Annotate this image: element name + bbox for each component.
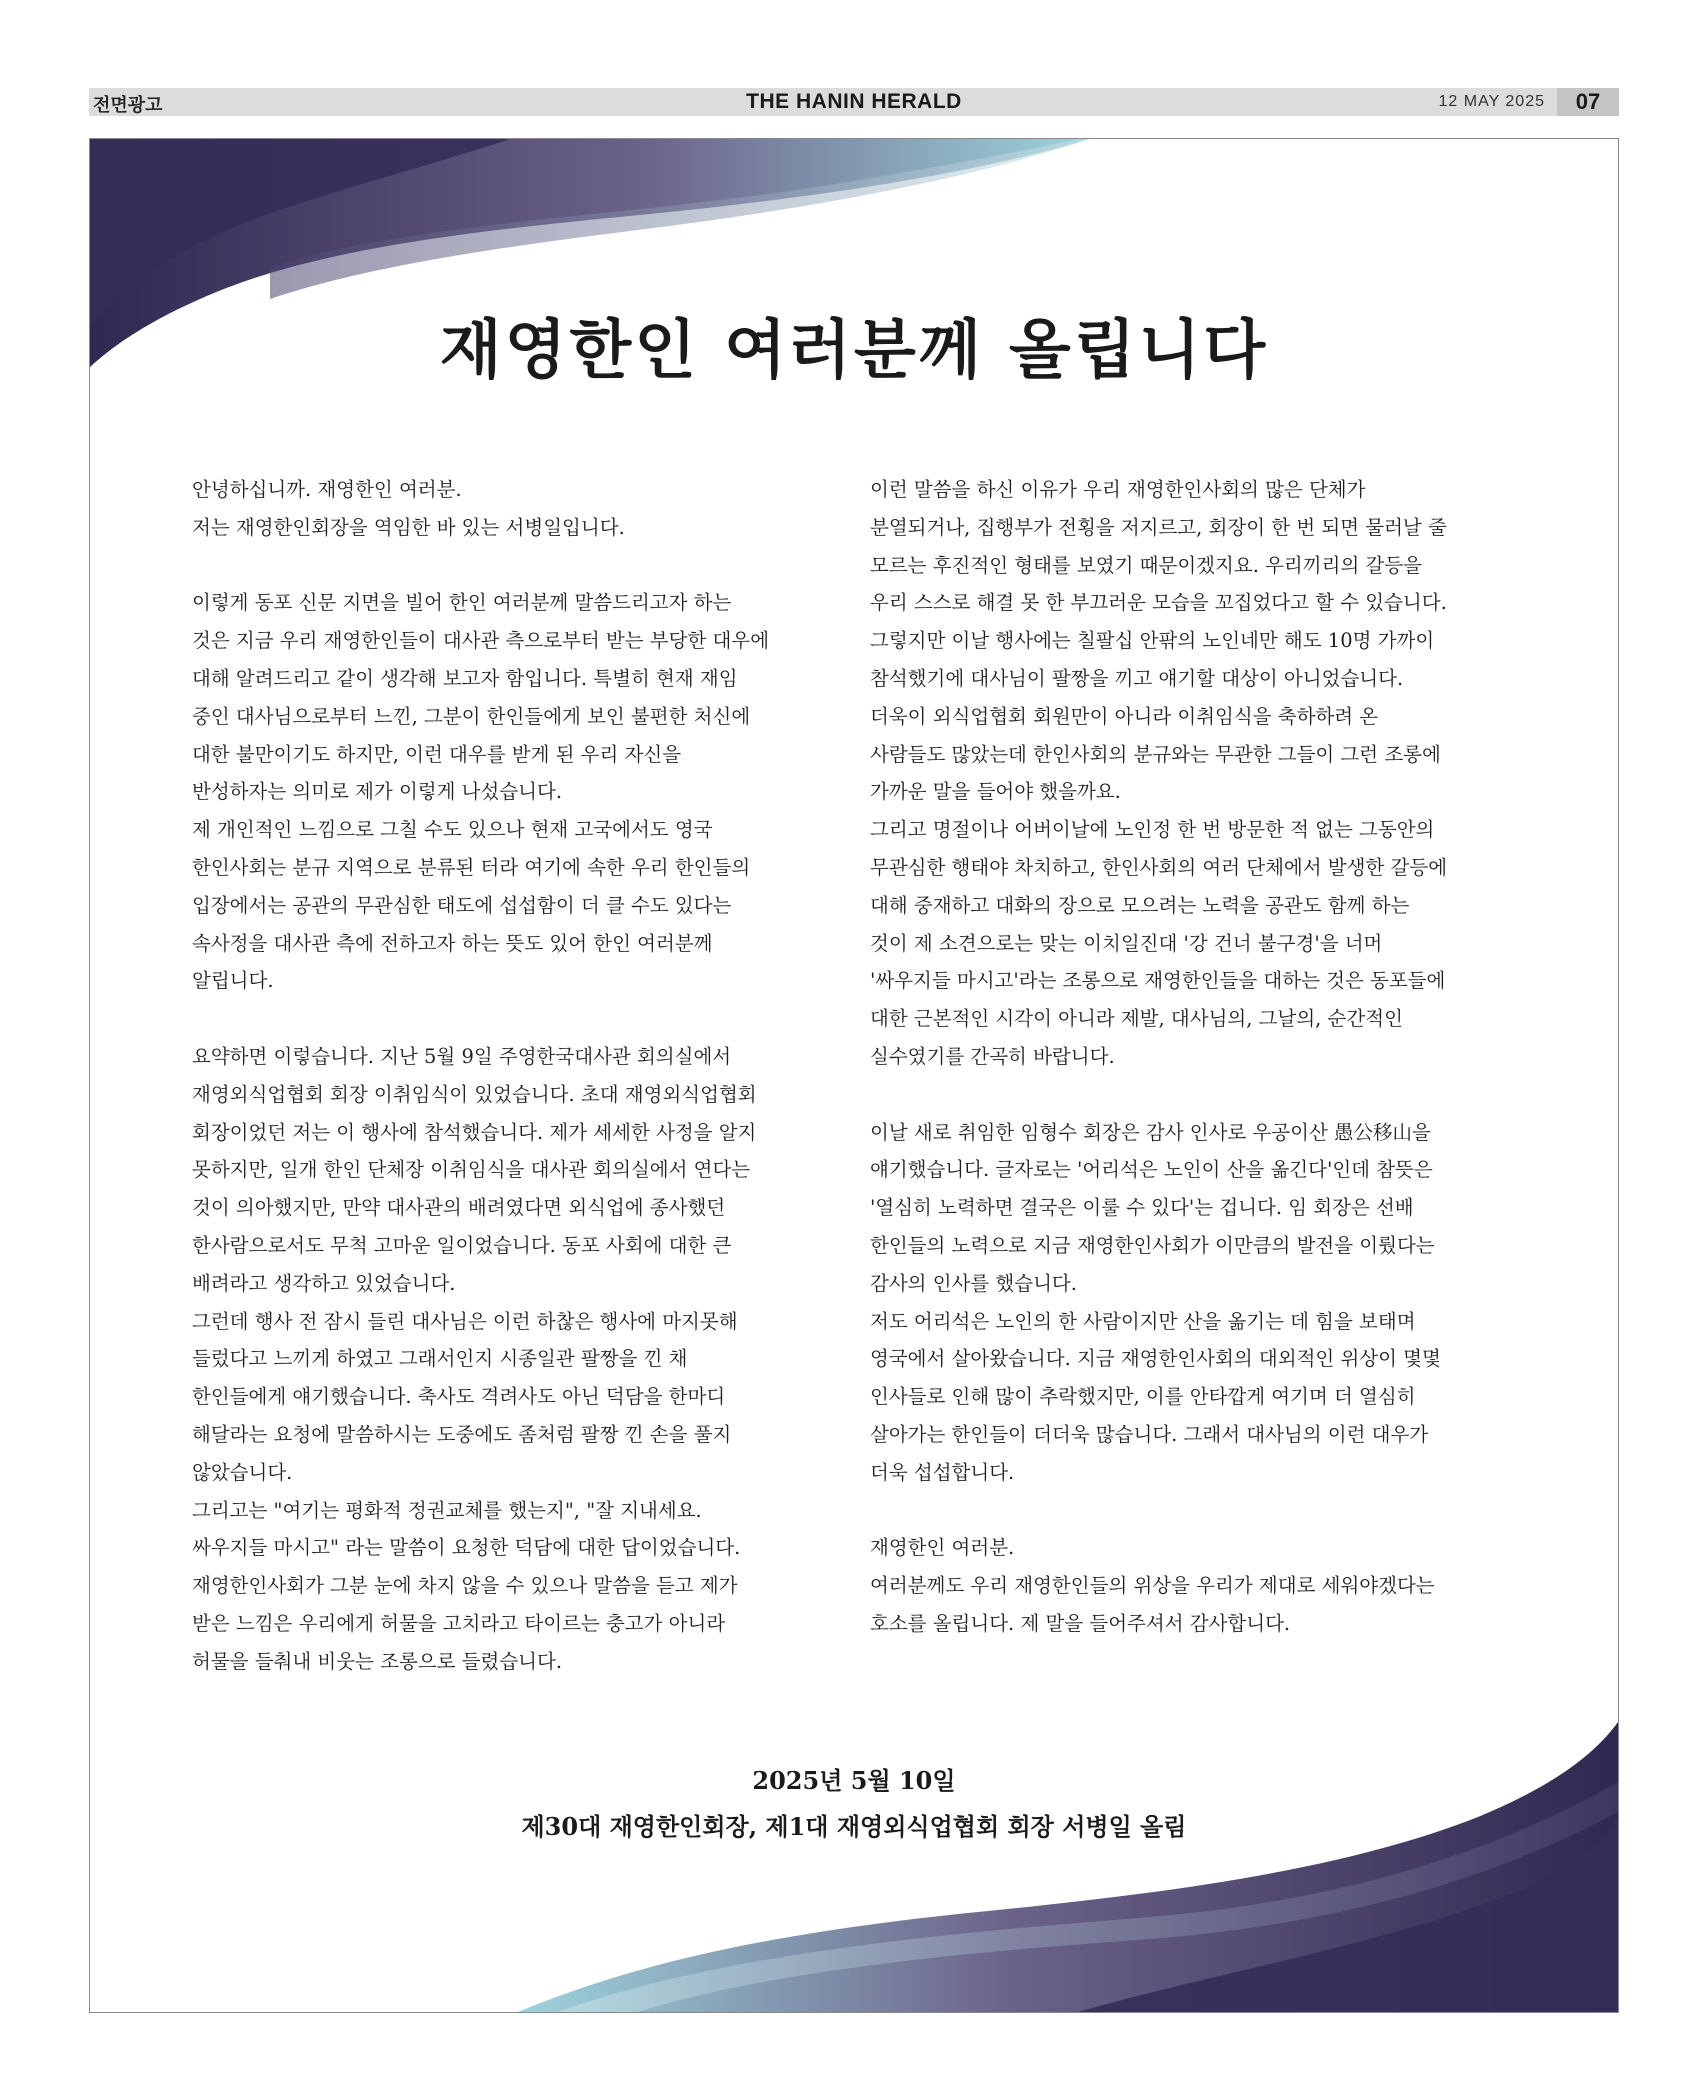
publication-name: THE HANIN HERALD [746, 90, 962, 113]
signature-date: 2025년 5월 10일 [752, 1766, 956, 1795]
section-label: 전면광고 [93, 95, 163, 116]
paragraph: 재영한인 여러분. 여러분께도 우리 재영한인들의 위상을 우리가 제대로 세워야겠다는 호소를 올립니다. 제 말을 들어주셔서 감사합니다. [870, 1536, 1435, 1635]
paragraph: 이날 새로 취임한 임형수 회장은 감사 인사로 우공이산 愚公移山을 얘기했습니다. 글자로는 '어리석은 노인이 산을 옮긴다'인데 참뜻은 '열심히 노력하면 결국은 이룰 수 있다'는 겁니다. 임 회장은 선배 한인들의 노력으로 지금 재영한인사회가 이만큼의 발전을 이뤘다는 감사의 인사를 했습니다. 저도 어리석은 노인의 한 사람이지만 산을 옮기는 데 힘을 보태며 영국에서 살아왔습니다. 지금 재영한인사회의 대외적인 위상이 몇몇 인사들로 인해 많이 추락했지만, 이를 안타깝게 여기며 더 열심히 살아가는 한인들이 더더욱 많습니다. 그래서 대사님의 이런 대우가 더욱 섭섭합니다. [870, 1120, 1441, 1484]
paragraph: 요약하면 이렇습니다. 지난 5월 9일 주영한국대사관 회의실에서 재영외식업협회 회장 이취임식이 있었습니다. 초대 재영외식업협회 회장이었던 저는 이 행사에 참석했습니다. 제가 세세한 사정을 알지 못하지만, 일개 한인 단체장 이취임식을 대사관 회의실에서 연다는 것이 의아했지만, 만약 대사관의 배려였다면 외식업에 종사했던 한사람으로서도 무척 고마운 일이었습니다. 동포 사회에 대한 큰 배려라고 생각하고 있었습니다. 그런데 행사 전 잠시 들린 대사님은 이런 하찮은 행사에 마지못해 들렀다고 느끼게 하였고 그래서인지 시종일관 팔짱을 낀 채 한인들에게 얘기했습니다. 축사도 격려사도 아닌 덕담을 한마디 해달라는 요청에 말씀하시는 도중에도 좀처럼 팔짱 낀 손을 풀지 않았습니다. 그리고는 "여기는 평화적 정권교체를 했는지", "잘 지내세요. 싸우지들 마시고" 라는 말씀이 요청한 덕담에 대한 답이었습니다. 재영한인사회가 그분 눈에 차지 않을 수 있으나 말씀을 듣고 제가 받은 느낌은 우리에게 허물을 고치라고 타이르는 충고가 아니라 허물을 들춰내 비웃는 조롱으로 들렸습니다. [192, 1044, 757, 1673]
paragraph: 안녕하십니까. 재영한인 여러분. 저는 재영한인회장을 역임한 바 있는 서병일입니다. [192, 478, 625, 539]
paragraph: 이렇게 동포 신문 지면을 빌어 한인 여러분께 말씀드리고자 하는 것은 지금 우리 재영한인들이 대사관 측으로부터 받는 부당한 대우에 대해 알려드리고 같이 생각해 보고자 함입니다. 특별히 현재 재임 중인 대사님으로부터 느낀, 그분이 한인들에게 보인 불편한 처신에 대한 불만이기도 하지만, 이런 대우를 받게 된 우리 자신을 반성하자는 의미로 제가 이렇게 나섰습니다. 제 개인적인 느낌으로 그칠 수도 있으나 현재 고국에서도 영국 한인사회는 분규 지역으로 분류된 터라 여기에 속한 우리 한인들의 입장에서는 공관의 무관심한 태도에 섭섭함이 더 클 수도 있다는 속사정을 대사관 측에 전하고자 하는 뜻도 있어 한인 여러분께 알립니다. [192, 591, 770, 993]
issue-date: 12 MAY 2025 [1438, 93, 1545, 110]
signature-name: 제30대 재영한인회장, 제1대 재영외식업협회 회장 서병일 올림 [521, 1812, 1187, 1841]
right-column [870, 471, 1560, 1643]
full-page-ad [89, 138, 1619, 2013]
ad-title: 재영한인 여러분께 올립니다 [439, 313, 1269, 388]
paragraph: 이런 말씀을 하신 이유가 우리 재영한인사회의 많은 단체가 분열되거나, 집행부가 전횡을 저지르고, 회장이 한 번 되면 물러날 줄 모르는 후진적인 형태를 보였기 때문이겠지요. 우리끼리의 갈등을 우리 스스로 해결 못 한 부끄러운 모습을 꼬집었다고 할 수 있습니다. 그렇지만 이날 행사에는 칠팔십 안팎의 노인네만 해도 10명 가까이 참석했기에 대사님이 팔짱을 끼고 얘기할 대상이 아니었습니다. 더욱이 외식업협회 회원만이 아니라 이취임식을 축하하려 온 사람들도 많았는데 한인사회의 분규와는 무관한 그들이 그런 조롱에 가까운 말을 들어야 했을까요. 그리고 명절이나 어버이날에 노인정 한 번 방문한 적 없는 그동안의 무관심한 행태야 차치하고, 한인사회의 여러 단체에서 발생한 갈등에 대해 중재하고 대화의 장으로 모으려는 노력을 공관도 함께 하는 것이 제 소견으로는 맞는 이치일진대 '강 건너 불구경'을 너머 '싸우지들 마시고'라는 조롱으로 재영한인들을 대하는 것은 동포들에 대한 근본적인 시각이 아니라 제발, 대사님의, 그날의, 순간적인 실수였기를 간곡히 바랍니다. [870, 478, 1448, 1068]
page-number: 07 [1557, 88, 1619, 116]
left-column [192, 471, 832, 1681]
page-header [89, 88, 1619, 116]
